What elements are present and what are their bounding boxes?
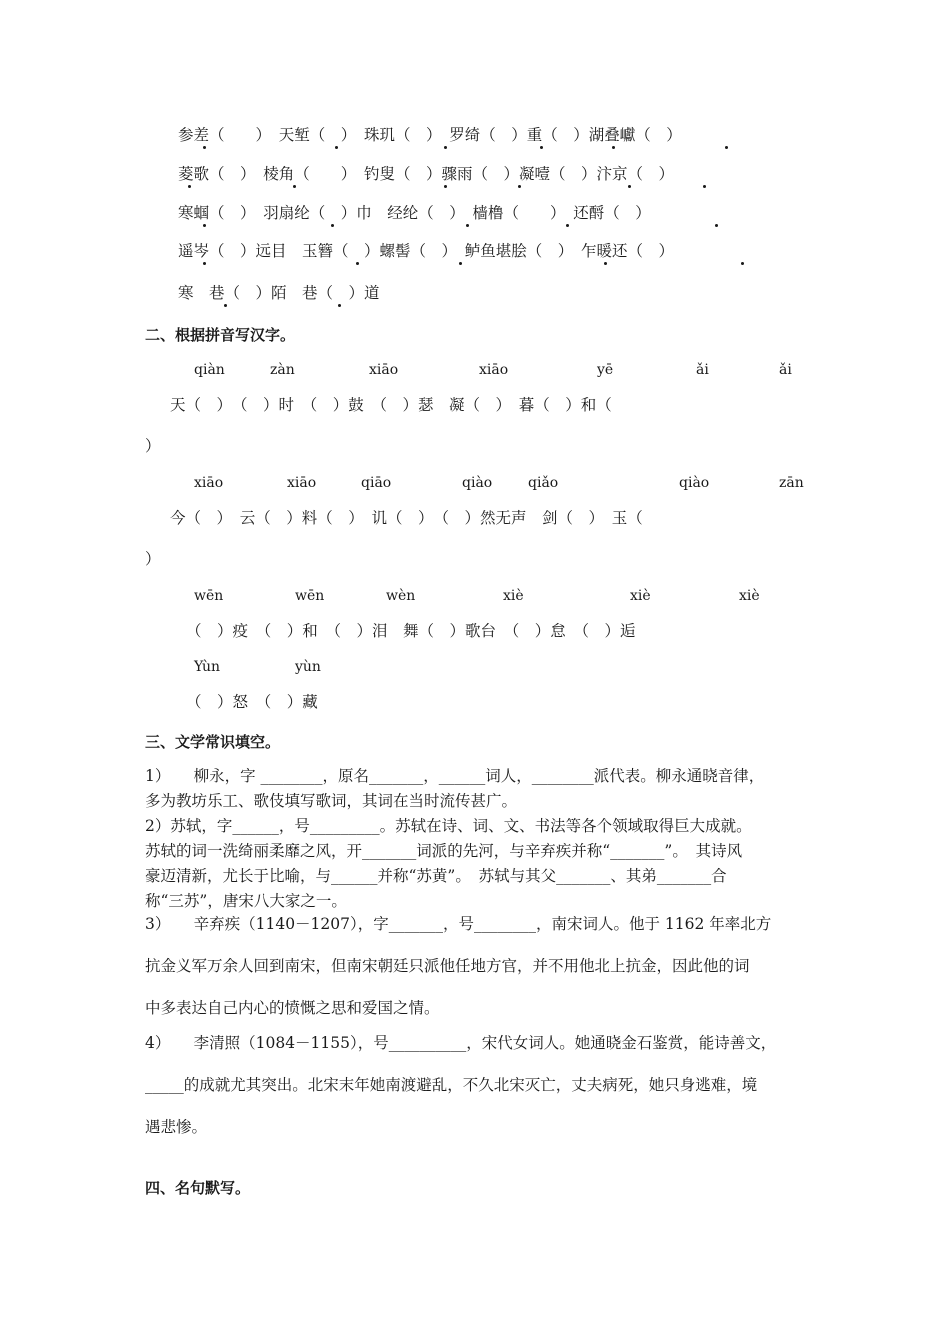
item-2-line-2: 苏轼的词一洗绮丽柔靡之风，开_______词派的先河，与辛弃疾并称“_______”。 其诗风	[145, 842, 743, 860]
pinyin: xiè	[503, 588, 524, 604]
char-row-4: 遥岑（ ）远目 玉簪（ ）螺髻（ ） 鲈鱼堪脍（ ） 乍暖还（ ）	[178, 242, 675, 260]
pinyin: qiāo	[361, 475, 392, 491]
emphasis-dot	[604, 262, 607, 265]
char-row-2: 菱歌（ ） 棱角（ ） 钓叟（ ）骤雨（ ）凝噎（ ）汴京（ ）	[178, 165, 675, 183]
emphasis-dot	[540, 146, 543, 149]
emphasis-dot	[188, 185, 191, 188]
item-2-line-4: 称“三苏”，唐宋八大家之一。	[145, 892, 347, 910]
emphasis-dot	[741, 262, 744, 265]
emphasis-dot	[331, 224, 334, 227]
emphasis-dot	[466, 224, 469, 227]
item-2-line-1: 2）苏轼，字______，号_________。苏轼在诗、词、文、书法等各个领域取得巨大成就。	[145, 817, 752, 835]
pinyin: yē	[597, 362, 614, 378]
wrap-paren: ）	[145, 550, 161, 568]
emphasis-dot	[444, 146, 447, 149]
pinyin: xiāo	[369, 362, 399, 378]
pinyin: xiāo	[194, 475, 224, 491]
section-4-heading: 四、名句默写。	[145, 1179, 251, 1197]
pinyin: qiàn	[194, 362, 225, 378]
emphasis-dot	[356, 262, 359, 265]
emphasis-dot	[628, 185, 631, 188]
emphasis-dot	[566, 224, 569, 227]
pinyin: qiào	[679, 475, 710, 491]
pinyin: zàn	[270, 362, 295, 378]
emphasis-dot	[444, 185, 447, 188]
item-1-line-2: 多为教坊乐工、歌伎填写歌词，其词在当时流传甚广。	[145, 792, 518, 810]
fill-blank-row: （ ）疫 （ ）和 （ ）泪 舞（ ）歌台 （ ）怠 （ ）逅	[186, 622, 636, 640]
pinyin: qiào	[462, 475, 493, 491]
pinyin: ǎi	[696, 362, 709, 378]
emphasis-dot	[203, 262, 206, 265]
pinyin: Yùn	[194, 659, 221, 675]
item-3-line-1: 3） 辛弃疾（1140－1207），字_______，号________，南宋词人。他于 1162 年率北方	[145, 915, 772, 933]
emphasis-dot	[203, 146, 206, 149]
pinyin: yùn	[295, 659, 321, 675]
emphasis-dot	[293, 185, 296, 188]
emphasis-dot	[725, 146, 728, 149]
item-2-line-3: 豪迈清新，尤长于比喻，与______并称“苏黄”。 苏轼与其父_______、其弟_______合	[145, 867, 727, 885]
char-row-1: 参差（ ） 天堑（ ） 珠玑（ ） 罗绮（ ）重（ ）湖叠巘（ ）	[178, 126, 682, 144]
pinyin: wēn	[295, 588, 325, 604]
pinyin: ǎi	[779, 362, 792, 378]
emphasis-dot	[203, 224, 206, 227]
item-4-line-2: _____的成就尤其突出。北宋末年她南渡避乱，不久北宋灭亡，丈夫病死，她只身逃难，境	[145, 1076, 758, 1094]
item-4-line-1: 4） 李清照（1084－1155），号__________，宋代女词人。她通晓金石鉴赏，能诗善文，	[145, 1034, 777, 1052]
item-4-line-3: 遇悲惨。	[145, 1118, 208, 1136]
pinyin: xiè	[739, 588, 760, 604]
pinyin: zān	[779, 475, 804, 491]
pinyin: xiāo	[479, 362, 509, 378]
char-row-3: 寒蝈（ ） 羽扇纶（ ）巾 经纶（ ） 樯橹（ ） 还酹（ ）	[178, 204, 651, 222]
section-3-heading: 三、文学常识填空。	[145, 733, 281, 751]
emphasis-dot	[224, 304, 227, 307]
section-2-heading: 二、根据拼音写汉字。	[145, 326, 296, 344]
pinyin: xiāo	[287, 475, 317, 491]
emphasis-dot	[338, 304, 341, 307]
char-row-5: 寒 巷（ ）陌 巷（ ）道	[178, 284, 380, 302]
pinyin: qiǎo	[528, 475, 559, 491]
fill-blank-row: （ ）怒 （ ）藏	[186, 693, 318, 711]
emphasis-dot	[612, 146, 615, 149]
item-3-line-3: 中多表达自己内心的愤慨之思和爱国之情。	[145, 999, 440, 1017]
emphasis-dot	[703, 185, 706, 188]
emphasis-dot	[459, 262, 462, 265]
emphasis-dot	[335, 146, 338, 149]
fill-blank-row: 天（ ） （ ）时 （ ）鼓 （ ）瑟 凝（ ） 暮（ ）和（	[170, 396, 612, 414]
pinyin: wèn	[386, 588, 416, 604]
pinyin: xiè	[630, 588, 651, 604]
item-3-line-2: 抗金义军万余人回到南宋，但南宋朝廷只派他任地方官，并不用他北上抗金，因此他的词	[145, 957, 750, 975]
fill-blank-row: 今（ ） 云（ ）料（ ） 讥（ ） （ ）然无声 剑（ ） 玉（	[170, 509, 643, 527]
item-1-line-1: 1） 柳永，字 ________，原名_______，______词人，________派代表。柳永通晓音律，	[145, 767, 765, 785]
emphasis-dot	[518, 185, 521, 188]
emphasis-dot	[715, 224, 718, 227]
pinyin: wēn	[194, 588, 224, 604]
wrap-paren: ）	[145, 437, 161, 455]
